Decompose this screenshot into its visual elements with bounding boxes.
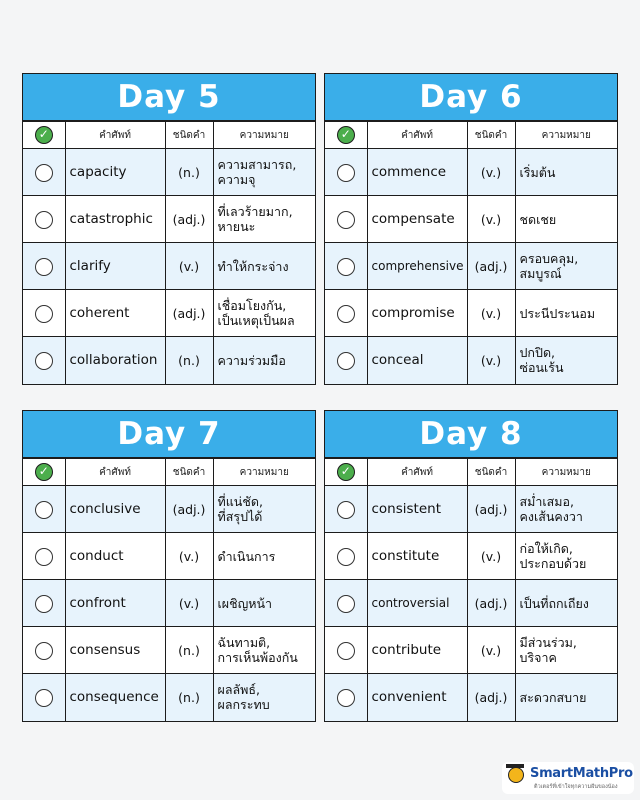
card-title: Day 5 <box>23 74 315 121</box>
vocab-word: conceal <box>367 337 467 384</box>
empty-circle-icon[interactable] <box>35 211 53 229</box>
table-row <box>23 337 315 384</box>
header-meaning: ความหมาย <box>515 459 617 486</box>
empty-circle-icon[interactable] <box>337 211 355 229</box>
table-row <box>23 533 315 580</box>
table-row <box>23 243 315 290</box>
meaning-line: หายนะ <box>217 219 256 234</box>
header-word: คำศัพท์ <box>367 122 467 149</box>
table-header-row <box>23 122 315 149</box>
meaning-cell <box>213 627 315 674</box>
empty-circle-icon[interactable] <box>337 501 355 519</box>
part-of-speech: (v.) <box>165 533 213 580</box>
vocab-word: collaboration <box>65 337 165 384</box>
meaning-line: ดำเนินการ <box>217 548 276 564</box>
table-row <box>23 580 315 627</box>
vocab-word: comprehensive <box>367 243 467 290</box>
check-circle-icon: ✓ <box>337 126 355 144</box>
meaning-line: เป็นเหตุเป็นผล <box>217 313 295 328</box>
meaning-line: ผลลัพธ์, <box>217 682 260 698</box>
check-cell[interactable] <box>325 674 367 721</box>
meaning-cell <box>515 196 617 243</box>
header-word: คำศัพท์ <box>367 459 467 486</box>
meaning-cell <box>213 149 315 196</box>
table-row <box>325 243 617 290</box>
table-row <box>325 580 617 627</box>
vocab-word: compromise <box>367 290 467 337</box>
meaning-line: ที่เลวร้ายมาก, <box>217 204 293 219</box>
check-cell[interactable] <box>325 243 367 290</box>
meaning-cell <box>515 486 617 533</box>
vocab-card <box>324 73 618 385</box>
table-row <box>325 149 617 196</box>
check-cell[interactable] <box>325 149 367 196</box>
part-of-speech: (v.) <box>467 149 515 196</box>
brand-logo <box>502 762 634 794</box>
table-row <box>325 674 617 721</box>
vocab-word: consensus <box>65 627 165 674</box>
meaning-line: ความจุ <box>217 172 256 187</box>
empty-circle-icon[interactable] <box>35 689 53 707</box>
graduation-cap-icon <box>508 767 524 783</box>
empty-circle-icon[interactable] <box>35 501 53 519</box>
check-cell[interactable] <box>23 533 65 580</box>
empty-circle-icon[interactable] <box>337 595 355 613</box>
part-of-speech: (adj.) <box>467 243 515 290</box>
check-cell[interactable] <box>325 290 367 337</box>
table-row <box>23 486 315 533</box>
header-pos: ชนิดคำ <box>165 122 213 149</box>
meaning-line: ที่แน่ชัด, <box>217 494 263 509</box>
meaning-line: ทำให้กระจ่าง <box>217 258 289 274</box>
part-of-speech: (v.) <box>467 627 515 674</box>
meaning-cell <box>213 196 315 243</box>
vocab-card <box>324 410 618 722</box>
meaning-line: สมบูรณ์ <box>519 266 562 281</box>
table-row <box>23 149 315 196</box>
part-of-speech: (v.) <box>467 196 515 243</box>
table-row <box>325 627 617 674</box>
vocab-word: capacity <box>65 149 165 196</box>
part-of-speech: (v.) <box>467 337 515 384</box>
meaning-line: ความร่วมมือ <box>217 352 286 368</box>
meaning-cell <box>515 533 617 580</box>
meaning-cell <box>515 627 617 674</box>
empty-circle-icon[interactable] <box>337 164 355 182</box>
header-check-cell <box>325 122 367 149</box>
vocab-word: contribute <box>367 627 467 674</box>
check-cell[interactable] <box>23 243 65 290</box>
empty-circle-icon[interactable] <box>337 548 355 566</box>
vocab-word: compensate <box>367 196 467 243</box>
meaning-line: ปกปิด, <box>519 345 556 361</box>
meaning-cell <box>213 243 315 290</box>
part-of-speech: (n.) <box>165 674 213 721</box>
part-of-speech: (n.) <box>165 627 213 674</box>
table-row <box>325 486 617 533</box>
empty-circle-icon[interactable] <box>337 258 355 276</box>
meaning-line: ชดเชย <box>519 211 557 227</box>
part-of-speech: (adj.) <box>165 290 213 337</box>
check-cell[interactable] <box>325 486 367 533</box>
meaning-line: ก่อให้เกิด, <box>519 541 573 556</box>
meaning-line: เริ่มต้น <box>519 164 556 180</box>
card-title: Day 8 <box>325 411 617 458</box>
empty-circle-icon[interactable] <box>35 164 53 182</box>
check-cell[interactable] <box>325 196 367 243</box>
card-title: Day 7 <box>23 411 315 458</box>
table-row <box>325 196 617 243</box>
vocab-table <box>325 121 617 384</box>
table-header-row <box>325 459 617 486</box>
table-row <box>325 533 617 580</box>
part-of-speech: (v.) <box>165 580 213 627</box>
check-cell[interactable] <box>23 580 65 627</box>
header-pos: ชนิดคำ <box>467 459 515 486</box>
table-row <box>23 196 315 243</box>
part-of-speech: (adj.) <box>165 196 213 243</box>
meaning-line: ฉันทามติ, <box>217 635 271 650</box>
meaning-line: สม่ำเสมอ, <box>519 494 575 509</box>
check-cell[interactable] <box>325 533 367 580</box>
vocab-table <box>23 121 315 384</box>
header-check-cell <box>325 459 367 486</box>
vocab-word: constitute <box>367 533 467 580</box>
empty-circle-icon[interactable] <box>35 548 53 566</box>
meaning-line: คงเส้นคงวา <box>519 509 583 524</box>
table-row <box>325 337 617 384</box>
meaning-cell <box>515 580 617 627</box>
meaning-line: เชื่อมโยงกัน, <box>217 298 287 313</box>
vocab-word: clarify <box>65 243 165 290</box>
check-cell[interactable] <box>23 627 65 674</box>
table-header-row <box>325 122 617 149</box>
vocab-table <box>325 458 617 721</box>
vocab-word: controversial <box>367 580 467 627</box>
vocab-word: commence <box>367 149 467 196</box>
vocab-card <box>22 410 316 722</box>
empty-circle-icon[interactable] <box>337 352 355 370</box>
empty-circle-icon[interactable] <box>35 595 53 613</box>
header-check-cell <box>23 122 65 149</box>
part-of-speech: (adj.) <box>467 580 515 627</box>
meaning-cell <box>213 533 315 580</box>
check-cell[interactable] <box>23 149 65 196</box>
meaning-line: บริจาค <box>519 650 557 665</box>
check-cell[interactable] <box>325 580 367 627</box>
empty-circle-icon[interactable] <box>337 305 355 323</box>
check-circle-icon: ✓ <box>35 463 53 481</box>
meaning-line: ซ่อนเร้น <box>519 360 564 376</box>
table-row <box>23 290 315 337</box>
table-header-row <box>23 459 315 486</box>
meaning-line: มีส่วนร่วม, <box>519 635 577 650</box>
meaning-cell <box>515 337 617 384</box>
check-cell[interactable] <box>23 337 65 384</box>
meaning-cell <box>213 337 315 384</box>
brand-name: SmartMathPro <box>530 766 633 781</box>
header-word: คำศัพท์ <box>65 459 165 486</box>
meaning-line: ผลกระทบ <box>217 697 270 713</box>
meaning-line: การเห็นพ้องกัน <box>217 650 298 665</box>
meaning-cell <box>515 674 617 721</box>
header-meaning: ความหมาย <box>213 122 315 149</box>
meaning-line: ครอบคลุม, <box>519 251 579 266</box>
empty-circle-icon[interactable] <box>35 352 53 370</box>
check-cell[interactable] <box>23 486 65 533</box>
header-meaning: ความหมาย <box>515 122 617 149</box>
header-pos: ชนิดคำ <box>165 459 213 486</box>
empty-circle-icon[interactable] <box>35 258 53 276</box>
part-of-speech: (adj.) <box>467 674 515 721</box>
check-cell[interactable] <box>325 337 367 384</box>
meaning-cell <box>515 290 617 337</box>
table-row <box>325 290 617 337</box>
part-of-speech: (adj.) <box>165 486 213 533</box>
meaning-cell <box>213 674 315 721</box>
part-of-speech: (v.) <box>467 290 515 337</box>
meaning-line: เป็นที่ถกเถียง <box>519 595 589 611</box>
check-cell[interactable] <box>23 674 65 721</box>
vocab-card <box>22 73 316 385</box>
empty-circle-icon[interactable] <box>337 642 355 660</box>
vocab-word: conclusive <box>65 486 165 533</box>
check-cell[interactable] <box>23 196 65 243</box>
table-row <box>23 627 315 674</box>
part-of-speech: (n.) <box>165 149 213 196</box>
vocab-word: confront <box>65 580 165 627</box>
check-cell[interactable] <box>325 627 367 674</box>
meaning-line: สะดวกสบาย <box>519 689 587 705</box>
meaning-cell <box>515 243 617 290</box>
brand-tagline: ติวเตอร์ที่เข้าใจทุกความฝันของน้อง <box>534 784 618 790</box>
part-of-speech: (adj.) <box>467 486 515 533</box>
empty-circle-icon[interactable] <box>35 642 53 660</box>
vocab-word: catastrophic <box>65 196 165 243</box>
meaning-line: เผชิญหน้า <box>217 595 273 611</box>
header-word: คำศัพท์ <box>65 122 165 149</box>
vocab-word: consequence <box>65 674 165 721</box>
meaning-line: ความสามารถ, <box>217 157 297 172</box>
part-of-speech: (n.) <box>165 337 213 384</box>
meaning-line: ประนีประนอม <box>519 305 596 321</box>
table-row <box>23 674 315 721</box>
meaning-cell <box>515 149 617 196</box>
part-of-speech: (v.) <box>165 243 213 290</box>
header-meaning: ความหมาย <box>213 459 315 486</box>
meaning-line: ที่สรุปได้ <box>217 509 263 524</box>
vocab-word: coherent <box>65 290 165 337</box>
check-circle-icon: ✓ <box>35 126 53 144</box>
header-check-cell <box>23 459 65 486</box>
vocab-table <box>23 458 315 721</box>
empty-circle-icon[interactable] <box>35 305 53 323</box>
part-of-speech: (v.) <box>467 533 515 580</box>
vocab-word: conduct <box>65 533 165 580</box>
card-title: Day 6 <box>325 74 617 121</box>
header-pos: ชนิดคำ <box>467 122 515 149</box>
meaning-line: ประกอบด้วย <box>519 556 587 571</box>
meaning-cell <box>213 486 315 533</box>
check-cell[interactable] <box>23 290 65 337</box>
meaning-cell <box>213 290 315 337</box>
vocab-word: consistent <box>367 486 467 533</box>
meaning-cell <box>213 580 315 627</box>
check-circle-icon: ✓ <box>337 463 355 481</box>
vocab-word: convenient <box>367 674 467 721</box>
empty-circle-icon[interactable] <box>337 689 355 707</box>
